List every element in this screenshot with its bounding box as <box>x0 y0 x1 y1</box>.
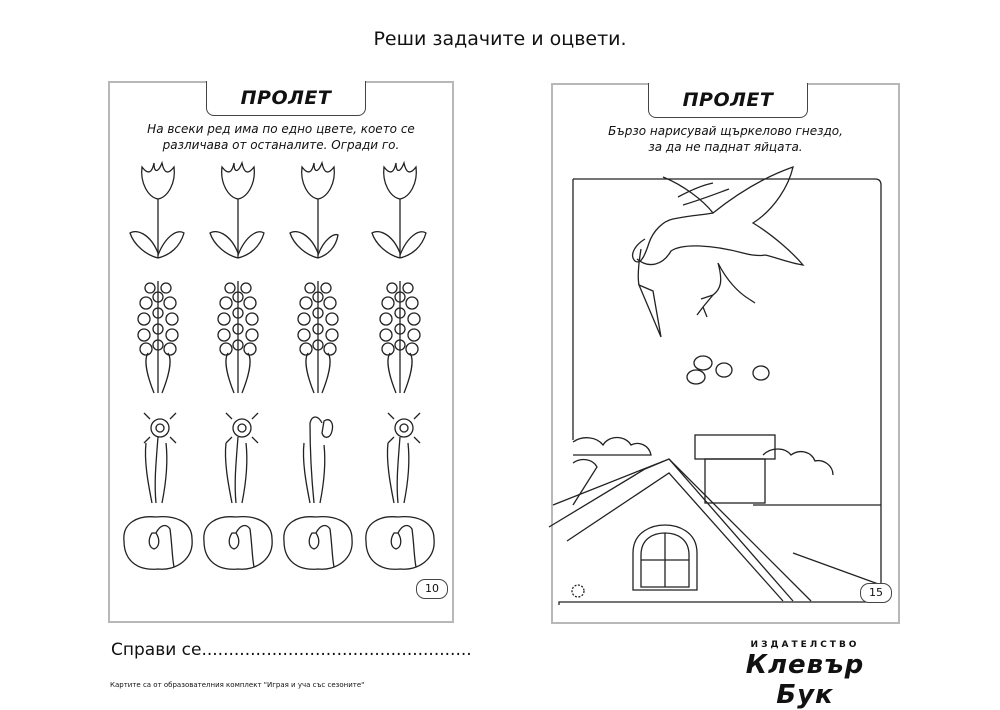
flower-grid-illustration <box>110 83 452 621</box>
publisher-name: Клевър Бук <box>745 650 865 710</box>
tulip-icon <box>210 163 264 258</box>
hyacinth-icon <box>298 281 338 393</box>
answer-prompt: Справи се.................................................. <box>111 640 472 660</box>
cloud-icon <box>573 438 651 456</box>
scene-frame <box>559 179 881 605</box>
footnote: Картите са от образователния комплект "Играя и уча със сезоните" <box>110 681 365 689</box>
hyacinth-icon <box>380 281 420 393</box>
snowdrop-icon <box>124 517 192 570</box>
daffodil-icon <box>225 413 258 503</box>
hyacinth-icon <box>218 281 258 393</box>
page-title: ПРОЛЕТ <box>240 87 332 109</box>
egg-icon <box>694 356 712 370</box>
task-line: На всеки ред има по едно цвете, което се <box>147 122 415 136</box>
publisher-logo <box>735 640 875 710</box>
hyacinth-icon <box>138 281 178 393</box>
snowdrop-icon <box>204 517 272 570</box>
egg-icon <box>716 363 732 377</box>
publisher-mini-logo <box>572 585 584 597</box>
snowdrop-icon <box>366 517 434 570</box>
snowdrop-stem-icon <box>303 417 332 503</box>
worksheet-left <box>108 81 454 623</box>
tulip-icon <box>290 163 338 258</box>
daffodil-icon <box>387 413 420 503</box>
stork-icon <box>633 167 803 337</box>
task-line: различава от останалите. Огради го. <box>162 138 400 152</box>
round-window-icon <box>633 525 697 590</box>
chimney-icon <box>695 435 775 459</box>
page-title: ПРОЛЕТ <box>682 89 774 111</box>
publisher-label: ИЗДАТЕЛСТВО <box>750 640 860 650</box>
cloud-icon <box>763 449 833 475</box>
worksheet-right <box>551 83 900 624</box>
page-number: 10 <box>416 579 448 599</box>
egg-icon <box>687 370 705 384</box>
task-line: за да не паднат яйцата. <box>648 140 803 154</box>
tulip-icon <box>130 163 184 258</box>
snowdrop-icon <box>284 517 352 570</box>
instruction-text: Реши задачите и оцвети. <box>373 28 627 50</box>
task-line: Бързо нарисувай щъркелово гнездо, <box>608 124 843 138</box>
tulip-icon <box>372 163 426 258</box>
stork-scene-illustration <box>553 85 898 622</box>
page-number: 15 <box>860 583 892 603</box>
daffodil-icon <box>144 413 176 503</box>
egg-icon <box>753 366 769 380</box>
